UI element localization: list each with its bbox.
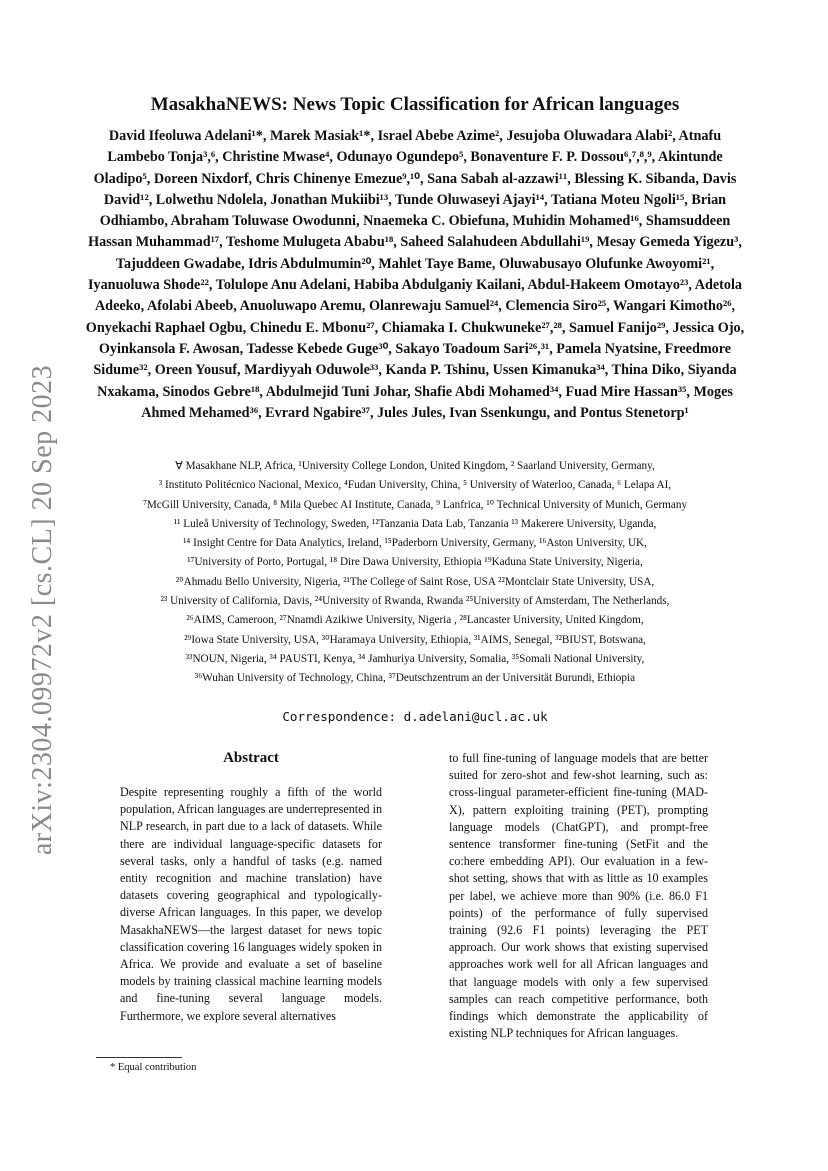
affiliation-line: ²⁰Ahmadu Bello University, Nigeria, ²¹The College of Saint Rose, USA ²²Montclair State University, USA, (175, 575, 655, 588)
affiliation-line: ²⁹Iowa State University, USA, ³⁰Haramaya University, Ethiopia, ³¹AIMS, Senegal, ³²BIUST, Botswana, (184, 633, 646, 646)
affiliation-line: ³³NOUN, Nigeria, ³⁴ PAUSTI, Kenya, ³⁴ Jamhuriya University, Somalia, ³⁵Somali National University, (185, 652, 645, 665)
arxiv-id: arXiv:2304.09972v2 [cs.CL] 20 Sep 2023 (27, 364, 58, 856)
paper-title: MasakhaNEWS: News Topic Classification for African languages (150, 94, 680, 115)
affiliation-line: ³⁶Wuhan University of Technology, China, ³⁷Deutschzentrum an der Universität Burundi, Ethiopia (194, 672, 636, 685)
affiliation-line: ¹⁴ Insight Centre for Data Analytics, Ireland, ¹⁵Paderborn University, Germany, ¹⁶Aston University, UK, (183, 537, 647, 550)
abstract-text-left: Despite representing roughly a fifth of the world population, African languages are underrepresented in NLP research, in part due to a lack of datasets. While there are individual language-specific datasets for several tasks, only a handful of tasks (e.g. named entity recognition and machine translation) have datasets covering geographical and typologically-diverse African languages. In this paper, we develop MasakhaNEWS—the largest dataset for news topic classification covering 16 languages widely spoken in Africa. We provide and evaluate a set of baseline models by training classical machine learning models and fine-tuning several language models. Furthermore, we explore several alternatives (120, 785, 382, 1023)
abstract-text-right: to full fine-tuning of language models that are better suited for zero-shot and few-shot learning, such as: cross-lingual parameter-efficient fine-tuning (MAD-X), pattern exploiting training (PET), prompting language models (ChatGPT), and prompt-free sentence transformer fine-tuning (SetFit and the co:here embedding API). Our evaluation in a few-shot setting, shows that with as little as 10 examples per label, we achieve more than 90% (i.e. 86.0 F1 points) of the performance of fully supervised training (92.6 F1 points) leveraging the PET approach. Our work shows that existing supervised approaches work well for all African languages and that language models with only a few supervised samples can reach competitive performance, both findings which demonstrate the applicability of existing NLP techniques for African languages. (449, 751, 708, 1041)
affiliation-line: ⁷McGill University, Canada, ⁸ Mila Quebec AI Institute, Canada, ⁹ Lanfrica, ¹⁰ Technical University of Munich, Germany (142, 498, 688, 511)
affiliations (82, 457, 748, 689)
correspondence-email: Correspondence: d.adelani@ucl.ac.uk (282, 709, 548, 724)
affiliation-line: ²³ University of California, Davis, ²⁴University of Rwanda, Rwanda ²⁵University of Amsterdam, The Netherlands, (160, 595, 670, 608)
author-list: David Ifeoluwa Adelani¹*, Marek Masiak¹*, Israel Abebe Azime², Jesujoba Oluwadara Alabi², Atnafu Lambebo Tonja³,⁶, Christine Mwase⁴, Odunayo Ogundepo⁵, Bonaventure F. P. Dossou⁶,⁷,⁸,⁹, Akintunde Oladipo⁵, Doreen Nixdorf, Chris Chinenye Emezue⁹,¹⁰, Sana Sabah al-azzawi¹¹, Blessing K. Sibanda, Davis David¹², Lolwethu Ndolela, Jonathan Mukiibi¹³, Tunde Oluwaseyi Ajayi¹⁴, Tatiana Moteu Ngoli¹⁵, Brian Odhiambo, Abraham Toluwase Owodunni, Nnaemeka C. Obiefuna, Muhidin Mohamed¹⁶, Shamsuddeen Hassan Muhammad¹⁷, Teshome Mulugeta Ababu¹⁸, Saheed Salahudeen Abdullahi¹⁹, Mesay Gemeda Yigezu³, Tajuddeen Gwadabe, Idris Abdulmumin²⁰, Mahlet Taye Bame, Oluwabusayo Olufunke Awoyomi²¹, Iyanuoluwa Shode²², Tolulope Anu Adelani, Habiba Abdulganiy Kailani, Abdul-Hakeem Omotayo²³, Adetola Adeeko, Afolabi Abeeb, Anuoluwapo Aremu, Olanrewaju Samuel²⁴, Clemencia Siro²⁵, Wangari Kimotho²⁶, Onyekachi Raphael Ogbu, Chinedu E. Mbonu²⁷, Chiamaka I. Chukwuneke²⁷,²⁸, Samuel Fanijo²⁹, Jessica Ojo, Oyinkansola F. Awosan, Tadesse Kebede Guge³⁰, Sakayo Toadoum Sari²⁶,³¹, Pamela Nyatsine, Freedmore Sidume³², Oreen Yousuf, Mardiyyah Oduwole³³, Kanda P. Tshinu, Ussen Kimanuka³⁴, Thina Diko, Siyanda Nxakama, Sinodos Gebre¹⁸, Abdulmejid Tuni Johar, Shafie Abdi Mohamed³⁴, Fuad Mire Hassan³⁵, Moges Ahmed Mehamed³⁶, Evrard Ngabire³⁷, Jules Jules, Ivan Ssenkungu, and Pontus Stenetorp¹ (85, 128, 745, 421)
affiliation-line: ¹¹ Luleå University of Technology, Sweden, ¹²Tanzania Data Lab, Tanzania ¹³ Makerere University, Uganda, (173, 517, 657, 530)
affiliation-line: ²⁶AIMS, Cameroon, ²⁷Nnamdi Azikiwe University, Nigeria , ²⁸Lancaster University, United Kingdom, (186, 614, 644, 627)
affiliation-line: ∀ Masakhane NLP, Africa, ¹University College London, United Kingdom, ² Saarland University, Germany, (175, 460, 655, 472)
abstract-heading: Abstract (223, 750, 279, 766)
arxiv-sidebar (18, 360, 68, 860)
footnote-divider (96, 1057, 182, 1058)
footnote: * Equal contribution (110, 1062, 197, 1073)
affiliation-line: ¹⁷University of Porto, Portugal, ¹⁸ Dire Dawa University, Ethiopia ¹⁹Kaduna State University, Nigeria, (187, 556, 643, 569)
affiliation-line: ³ Instituto Politécnico Nacional, Mexico, ⁴Fudan University, China, ⁵ University of Waterloo, Canada, ⁶ Lelapa AI, (158, 479, 672, 492)
